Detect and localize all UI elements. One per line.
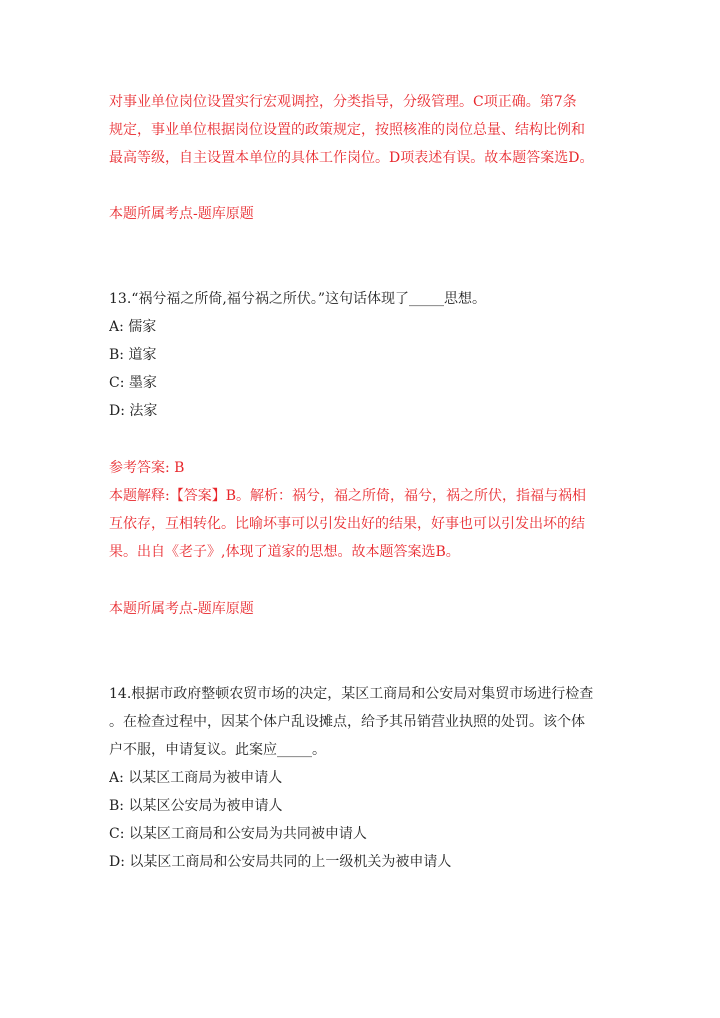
question-stem-line: 。在检查过程中，因某个体户乱设摊点，给予其吊销营业执照的处罚。该个体 <box>109 714 585 730</box>
explanation-line: 互依存，互相转化。比喻坏事可以引发出好的结果，好事也可以引发出坏的结 <box>109 516 585 532</box>
option-c: C: 墨家 <box>109 375 157 391</box>
explanation-line: 本题解释:【答案】B。解析：祸兮，福之所倚，福兮，祸之所伏，指福与祸相 <box>109 488 587 504</box>
question-13 <box>109 285 614 425</box>
source-label: 本题所属考点-题库原题 <box>109 601 254 617</box>
question-stem: 13.“祸兮福之所倚,福兮祸之所伏。”这句话体现了_____思想。 <box>109 291 487 307</box>
explanation-line: 果。出自《老子》,体现了道家的思想。故本题答案选B。 <box>109 544 460 560</box>
question-13-source <box>109 595 614 623</box>
question-stem-line: 户不服，申请复议。此案应_____。 <box>109 742 326 758</box>
source-label: 本题所属考点-题库原题 <box>109 206 254 222</box>
option-b: B: 以某区公安局为被申请人 <box>109 798 283 814</box>
previous-explanation <box>109 88 614 172</box>
explanation-line: 规定，事业单位根据岗位设置的政策规定，按照核准的岗位总量、结构比例和 <box>109 122 585 138</box>
question-14 <box>109 680 614 876</box>
option-c: C: 以某区工商局和公安局为共同被申请人 <box>109 826 367 842</box>
explanation-line: 对事业单位岗位设置实行宏观调控，分类指导，分级管理。C项正确。第7条 <box>109 94 577 110</box>
option-d: D: 法家 <box>109 403 158 419</box>
option-a: A: 以某区工商局为被申请人 <box>109 770 283 786</box>
option-a: A: 儒家 <box>109 319 157 335</box>
reference-answer: 参考答案: B <box>109 460 185 476</box>
question-stem-line: 14.根据市政府整顿农贸市场的决定，某区工商局和公安局对集贸市场进行检查 <box>109 686 594 702</box>
option-d: D: 以某区工商局和公安局共同的上一级机关为被申请人 <box>109 854 452 870</box>
explanation-line: 最高等级，自主设置本单位的具体工作岗位。D项表述有误。故本题答案选D。 <box>109 150 594 166</box>
previous-source <box>109 200 614 228</box>
option-b: B: 道家 <box>109 347 157 363</box>
question-13-answer <box>109 454 614 566</box>
